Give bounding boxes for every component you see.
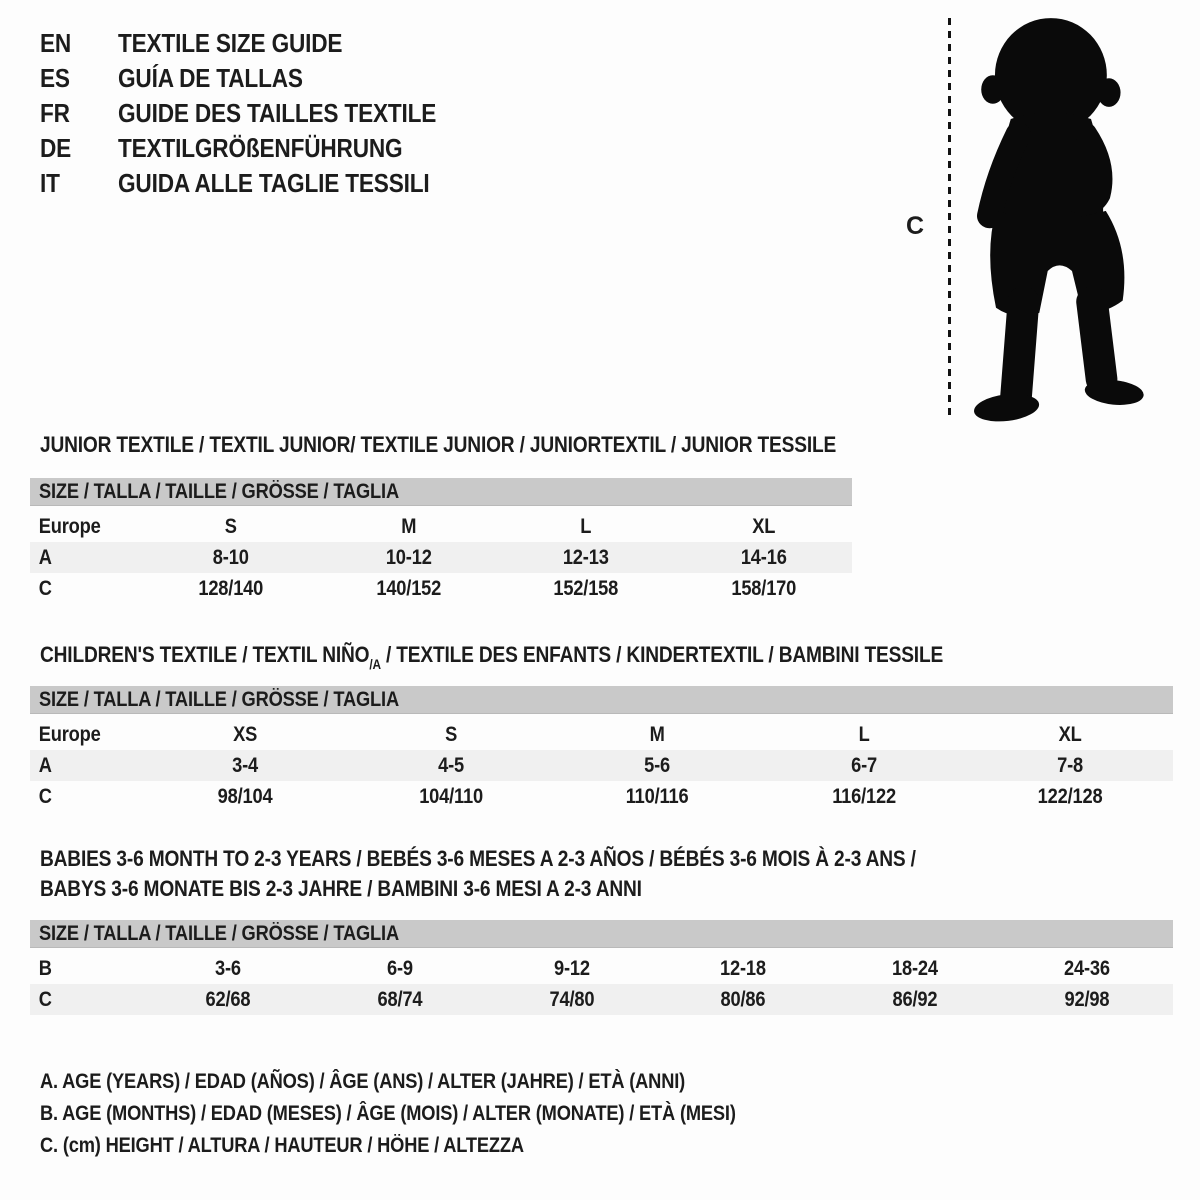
table-cell: 5-6 xyxy=(644,753,671,777)
babies-section-title-line1: BABIES 3-6 MONTH TO 2-3 YEARS / BEBÉS 3-6 MESES A 2-3 AÑOS / BÉBÉS 3-6 MOIS À 2-3 ANS / xyxy=(40,846,916,871)
language-code: FR xyxy=(40,98,70,128)
size-header-label: SIZE / TALLA / TAILLE / GRÖSSE / TAGLIA xyxy=(39,687,399,711)
table-cell: 68/74 xyxy=(377,987,423,1011)
footnote-age-years xyxy=(40,1066,840,1098)
row-label: C xyxy=(38,576,52,600)
language-title: TEXTILE SIZE GUIDE xyxy=(118,28,343,58)
table-cell: 10-12 xyxy=(385,545,432,569)
footnote-legend xyxy=(40,1066,840,1162)
table-cell: 8-10 xyxy=(212,545,249,569)
language-title: GUIDA ALLE TAGLIE TESSILI xyxy=(118,168,430,198)
language-list xyxy=(40,26,484,201)
table-cell: 7-8 xyxy=(1056,753,1083,777)
language-row xyxy=(40,166,484,201)
table-row-height xyxy=(30,573,852,604)
table-cell: 6-7 xyxy=(850,753,877,777)
table-cell: L xyxy=(580,514,592,538)
table-cell: M xyxy=(649,722,666,746)
table-cell: 158/170 xyxy=(730,576,796,600)
table-row-months xyxy=(30,953,1173,984)
language-row xyxy=(40,131,484,166)
toddler-silhouette-icon xyxy=(958,14,1148,422)
table-cell: XL xyxy=(1058,722,1082,746)
table-cell: 3-6 xyxy=(214,956,241,980)
row-label: A xyxy=(38,545,52,569)
size-header-label: SIZE / TALLA / TAILLE / GRÖSSE / TAGLIA xyxy=(39,921,399,945)
babies-section-title-line2: BABYS 3-6 MONATE BIS 2-3 JAHRE / BAMBINI 3-6 MESI A 2-3 ANNI xyxy=(40,876,642,901)
table-cell: S xyxy=(224,514,237,538)
row-label: Europe xyxy=(38,514,101,538)
language-row xyxy=(40,61,484,96)
table-cell: 86/92 xyxy=(892,987,938,1011)
size-header-label: SIZE / TALLA / TAILLE / GRÖSSE / TAGLIA xyxy=(39,479,399,503)
footnote-age-months xyxy=(40,1098,840,1130)
table-cell: 122/128 xyxy=(1037,784,1103,808)
language-row xyxy=(40,96,484,131)
title-text: / TEXTILE DES ENFANTS / KINDERTEXTIL / BAMBINI TESSILE xyxy=(380,642,944,667)
junior-size-table xyxy=(30,478,852,604)
language-code: DE xyxy=(40,133,72,163)
table-cell: 62/68 xyxy=(205,987,251,1011)
language-title: GUÍA DE TALLAS xyxy=(118,63,303,93)
table-cell: M xyxy=(400,514,416,538)
table-cell: 12-13 xyxy=(562,545,609,569)
language-row xyxy=(40,26,484,61)
table-cell: 140/152 xyxy=(375,576,441,600)
junior-section-title: JUNIOR TEXTILE / TEXTIL JUNIOR/ TEXTILE JUNIOR / JUNIORTEXTIL / JUNIOR TESSILE xyxy=(40,432,837,457)
size-header-bar xyxy=(30,686,1173,714)
footnote-height-cm xyxy=(40,1130,840,1162)
table-header-row xyxy=(30,511,852,542)
table-cell: 74/80 xyxy=(549,987,594,1011)
size-header-bar xyxy=(30,478,852,506)
table-cell: 104/110 xyxy=(419,784,484,808)
row-label: Europe xyxy=(38,722,101,746)
table-cell: 92/98 xyxy=(1064,987,1110,1011)
size-header-bar xyxy=(30,920,1173,948)
table-cell: XL xyxy=(751,514,775,538)
table-header-row xyxy=(30,719,1173,750)
row-label: C xyxy=(38,987,52,1011)
table-cell: 18-24 xyxy=(892,956,939,980)
table-row-age xyxy=(30,750,1173,781)
table-cell: 6-9 xyxy=(386,956,413,980)
language-title: GUIDE DES TAILLES TEXTILE xyxy=(118,98,437,128)
table-cell: 14-16 xyxy=(740,545,787,569)
title-text: CHILDREN'S TEXTILE / TEXTIL NIÑO xyxy=(40,642,370,667)
footnote-text: C. (cm) HEIGHT / ALTURA / HAUTEUR / HÖHE / ALTEZZA xyxy=(40,1134,524,1157)
language-code: IT xyxy=(40,168,60,198)
table-cell: 80/86 xyxy=(720,987,766,1011)
language-title: TEXTILGRÖßENFÜHRUNG xyxy=(118,133,403,163)
table-row-height xyxy=(30,984,1173,1015)
table-row-height xyxy=(30,781,1173,812)
babies-size-table xyxy=(30,920,1173,1015)
children-section-title xyxy=(40,642,944,673)
row-label: C xyxy=(38,784,52,808)
table-cell: S xyxy=(445,722,458,746)
footnote-text: B. AGE (MONTHS) / EDAD (MESES) / ÂGE (MOIS) / ALTER (MONATE) / ETÀ (MESI) xyxy=(40,1102,736,1125)
table-cell: XS xyxy=(233,722,258,746)
row-label: B xyxy=(38,956,52,980)
row-label: A xyxy=(38,753,52,777)
table-cell: 116/122 xyxy=(831,784,896,808)
table-cell: 128/140 xyxy=(198,576,264,600)
language-code: EN xyxy=(40,28,72,58)
footnote-text: A. AGE (YEARS) / EDAD (AÑOS) / ÂGE (ANS) / ALTER (JAHRE) / ETÀ (ANNI) xyxy=(40,1070,686,1093)
table-cell: 9-12 xyxy=(553,956,590,980)
table-cell: 98/104 xyxy=(217,784,273,808)
title-subscript: /A xyxy=(369,657,381,673)
table-cell: 24-36 xyxy=(1064,956,1110,980)
height-measure-label: C xyxy=(906,212,925,240)
table-cell: L xyxy=(858,722,870,746)
table-cell: 110/116 xyxy=(626,784,689,808)
table-cell: 3-4 xyxy=(232,753,259,777)
table-row-age xyxy=(30,542,852,573)
table-cell: 12-18 xyxy=(720,956,767,980)
children-size-table xyxy=(30,686,1173,812)
table-cell: 4-5 xyxy=(438,753,465,777)
language-code: ES xyxy=(40,63,70,93)
height-measure-dashed-line xyxy=(948,18,951,418)
table-cell: 152/158 xyxy=(553,576,619,600)
